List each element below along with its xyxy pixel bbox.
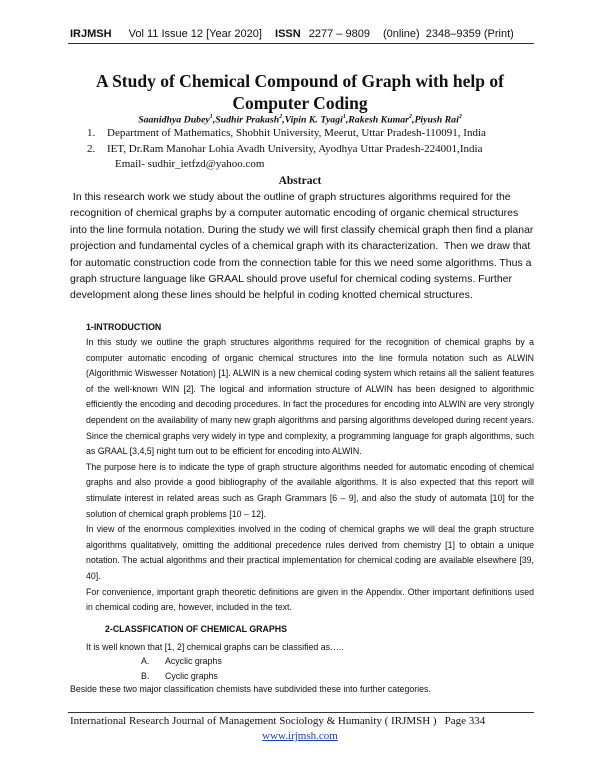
online-label: (0nline): [383, 28, 420, 40]
running-header: [70, 28, 514, 40]
author-affiliation-mark: 1: [209, 114, 213, 120]
issn-online: 2277 – 9809: [308, 28, 370, 40]
author-affiliation-mark: 1: [342, 114, 346, 120]
affiliation-text: IET, Dr.Ram Manohar Lohia Avadh University, Ayodhya Uttar Pradesh-224001,India: [107, 142, 483, 155]
body-paragraph: In view of the enormous complexities involved in the coding of chemical graphs we will deal the graph structure algorithms qualitatively, omitting the additional precedence rules derived from chemistry [1] to obtain a unique notation. The actual algorithms and their practical implementation for chemical coding are available elsewhere [39, 40].: [86, 524, 534, 581]
author-affiliation-mark: 2: [279, 114, 283, 120]
affiliation-item: [87, 126, 486, 142]
author-name: Vipin K. Tyagi: [284, 114, 343, 126]
author-name: Rakesh Kumar: [348, 114, 409, 126]
affiliation-number: 2.: [87, 142, 96, 155]
abstract-paragraph: In this research work we study about the outline of graph structures algorithms required for the recognition of chemical graphs by a computer automatic encoding of organic chemical structures into the line formula notation. During the study we will first classify chemical graph then find a planar projection and fundamental cycles of a chemical graph with its characterization. Then we draw that for automatic construction code from the connection table for this we need some algorithms. Thus a graph structure language like GRAAL should prove useful for chemical coding systems. Further development along these lines should be helpful in coding knotted chemical structures.: [70, 191, 537, 302]
footer-divider: [68, 712, 534, 713]
list-item: [141, 669, 222, 684]
issn-label: ISSN: [275, 28, 301, 40]
introduction-body: [86, 335, 534, 616]
journal-abbreviation: IRJMSH: [70, 28, 112, 40]
abstract-heading: Abstract: [278, 175, 322, 187]
author-affiliation-mark: 2: [458, 114, 462, 120]
journal-full-name: International Research Journal of Management Sociology & Humanity ( IRJMSH ): [70, 715, 437, 727]
body-paragraph: For convenience, important graph theoretic definitions are given in the Appendix. Other important definitions used in chemical coding are, however, included in the text.: [86, 586, 534, 613]
contact-email: Email- sudhir_ietfzd@yahoo.com: [115, 158, 265, 170]
section-heading-introduction: 1-INTRODUCTION: [86, 322, 162, 332]
volume-issue: Vol 11 Issue 12 [Year 2020]: [128, 28, 262, 40]
abstract-body: [70, 189, 535, 304]
body-paragraph: In this study we outline the graph structures algorithms required for the recognition of chemical graphs by a computer automatic encoding of organic chemical structures into the line formula notation such as ALWIN (Algorithmic Wiswesser Notation) [1]. ALWIN is a new chemical coding system which retains all the salient features of the well-known WIN [2]. The logical and information structure of ALWIN has been designed to algorithmic efficiently the encoding and decoding procedures. In fact the procedures for encoding into ALWIN are very strongly dependent on the availability of many new graph algorithms and parsing algorithms developed during recent years. Since the chemical graphs very widely in type and complexity, a programming language for graph algorithms, such as GRAAL [3,4,5] night turn out to be efficient for encoding into ALWIN.: [86, 337, 534, 457]
affiliation-item: [87, 142, 486, 158]
header-divider: [68, 43, 534, 44]
classification-intro: It is well known that [1, 2] chemical graphs can be classified as…..: [86, 642, 344, 652]
list-item-text: Acyclic graphs: [165, 656, 222, 666]
affiliation-text: Department of Mathematics, Shobhit University, Meerut, Uttar Pradesh-110091, India: [107, 127, 486, 139]
page-number: Page 334: [444, 715, 486, 727]
section-heading-classification: 2-CLASSFICATION OF CHEMICAL GRAPHS: [105, 624, 287, 634]
list-marker: A.: [141, 656, 150, 666]
list-item-text: Cyclic graphs: [165, 671, 218, 681]
paper-title: A Study of Chemical Compound of Graph with help of Computer Coding: [96, 71, 504, 113]
list-marker: B.: [141, 671, 150, 681]
classification-closing: Beside these two major classification chemists have subdivided these into further categories.: [70, 684, 431, 694]
affiliation-number: 1.: [87, 127, 96, 139]
author-list: Saanidhya Dubey$^1$,Sudhir Prakash$^2$,Vipin K. Tyagi$^1$,Rakesh Kumar$^2$,Piyush Rai$^2$: [138, 114, 462, 126]
journal-website-link[interactable]: www.irjmsh.com: [262, 730, 338, 742]
list-item: [141, 654, 222, 669]
running-footer: [70, 715, 485, 727]
body-paragraph: The purpose here is to indicate the type of graph structure algorithms needed for automatic encoding of chemical graphs and also provide a good bibliography of the available algorithms. It is also expected that this report will stimulate interest in related areas such as Graph Grammars [6 – 9], and also the study of automata [10] for the solution of chemical graph problems [10 – 12].: [86, 461, 534, 519]
author-name: Sudhir Prakash: [215, 114, 280, 126]
classification-list: [141, 654, 222, 684]
author-name: Saanidhya Dubey: [138, 114, 210, 126]
author-name: Piyush Rai: [414, 114, 459, 126]
affiliations: [87, 126, 486, 173]
author-affiliation-mark: 2: [408, 114, 412, 120]
issn-print: 2348–9359 (Print): [425, 28, 514, 40]
